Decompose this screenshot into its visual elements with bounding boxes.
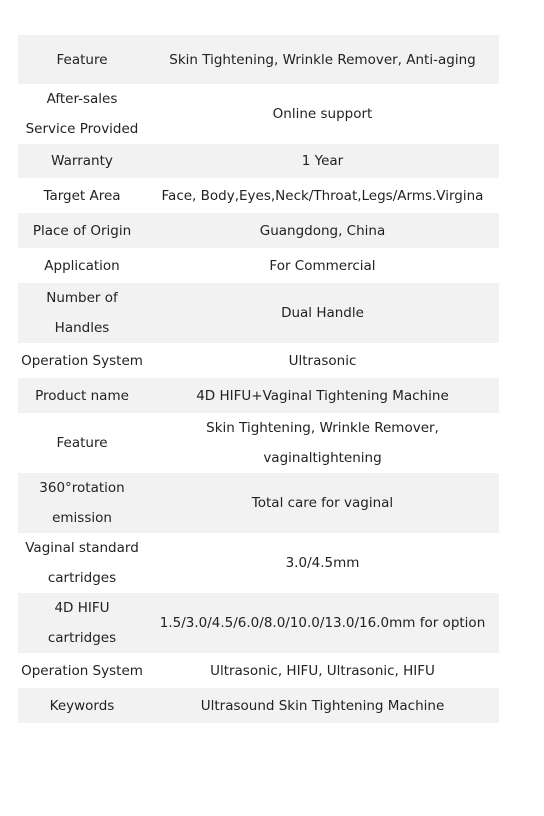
row-value: Guangdong, China [146, 213, 499, 248]
row-value: 1.5/3.0/4.5/6.0/8.0/10.0/13.0/16.0mm for option [146, 593, 499, 653]
table-row [18, 283, 499, 343]
row-label: Application [18, 248, 146, 283]
row-label: Operation System [18, 653, 146, 688]
row-label: Feature [18, 35, 146, 84]
table-row [18, 213, 499, 248]
table-row [18, 144, 499, 178]
row-value: 3.0/4.5mm [146, 533, 499, 593]
row-label: Operation System [18, 343, 146, 378]
table-row [18, 688, 499, 723]
row-value: Total care for vaginal [146, 473, 499, 533]
table-row [18, 533, 499, 593]
row-value: 4D HIFU+Vaginal Tightening Machine [146, 378, 499, 413]
row-value: Ultrasonic [146, 343, 499, 378]
row-value: Ultrasound Skin Tightening Machine [146, 688, 499, 723]
spec-table [18, 35, 499, 723]
table-row [18, 35, 499, 84]
table-row [18, 378, 499, 413]
table-row [18, 593, 499, 653]
row-label: 4D HIFU cartridges [18, 593, 146, 653]
row-label: Feature [18, 413, 146, 473]
row-value: Skin Tightening, Wrinkle Remover, vaginaltightening [146, 413, 499, 473]
row-label: Keywords [18, 688, 146, 723]
table-row [18, 248, 499, 283]
row-value: Skin Tightening, Wrinkle Remover, Anti-aging [146, 35, 499, 84]
table-row [18, 413, 499, 473]
row-label: 360°rotation emission [18, 473, 146, 533]
table-row [18, 178, 499, 213]
row-value: For Commercial [146, 248, 499, 283]
table-row [18, 473, 499, 533]
row-value: 1 Year [146, 144, 499, 178]
row-value: Face, Body,Eyes,Neck/Throat,Legs/Arms.Virgina [146, 178, 499, 213]
row-value: Online support [146, 84, 499, 144]
row-value: Ultrasonic, HIFU, Ultrasonic, HIFU [146, 653, 499, 688]
row-value: Dual Handle [146, 283, 499, 343]
table-row [18, 343, 499, 378]
row-label: Target Area [18, 178, 146, 213]
table-row [18, 84, 499, 144]
row-label: Warranty [18, 144, 146, 178]
table-row [18, 653, 499, 688]
row-label: Product name [18, 378, 146, 413]
row-label: Place of Origin [18, 213, 146, 248]
row-label: Vaginal standard cartridges [18, 533, 146, 593]
row-label: Number of Handles [18, 283, 146, 343]
row-label: After-sales Service Provided [18, 84, 146, 144]
